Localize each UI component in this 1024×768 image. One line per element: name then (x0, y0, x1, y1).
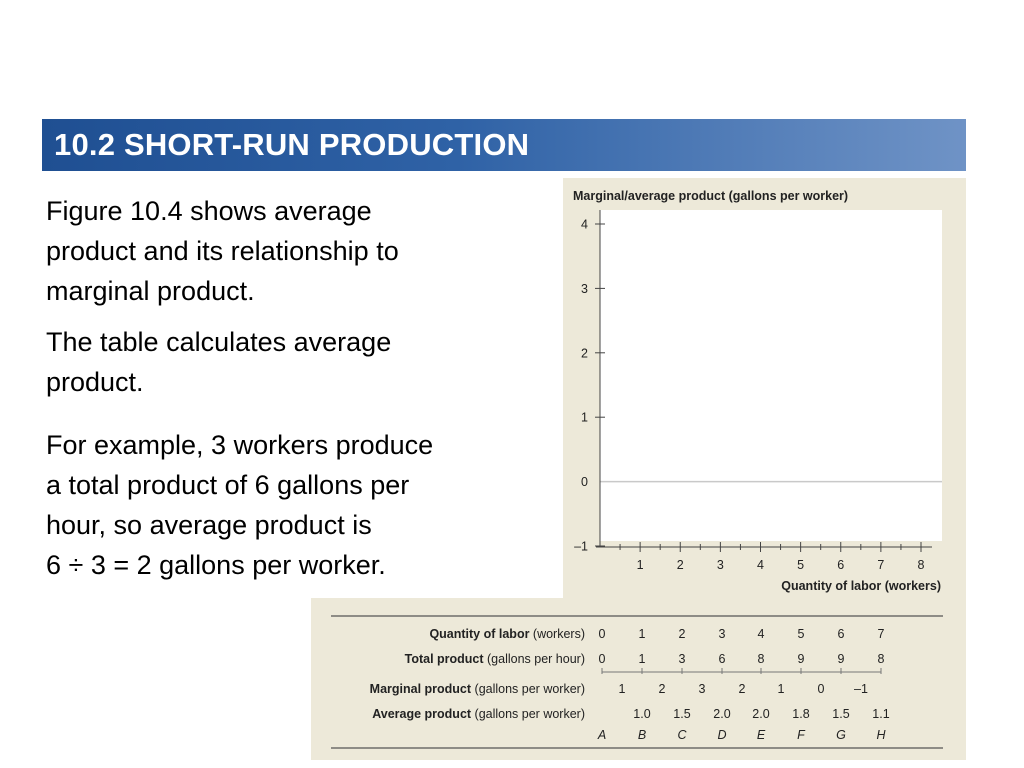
table-cell: 0 (598, 652, 606, 666)
table-cell: 1.1 (872, 707, 890, 721)
table-cell: 3 (718, 627, 726, 641)
table-cell: 0 (598, 627, 606, 641)
table-cell: 1.5 (673, 707, 691, 721)
plot-area (600, 210, 942, 541)
text-line: 6 ÷ 3 = 2 gallons per worker. (46, 550, 386, 580)
table-cell: 3 (698, 682, 706, 696)
text-line: marginal product. (46, 276, 255, 306)
x-tick-label: 2 (676, 558, 684, 572)
table-cell: 4 (757, 627, 765, 641)
y-tick-label: –1 (574, 539, 588, 554)
table-cell: 1 (618, 682, 626, 696)
y-tick-label: 2 (581, 346, 588, 361)
table-cell: 6 (718, 652, 726, 666)
chart-y-axis-label: Marginal/average product (gallons per worker) (573, 189, 849, 203)
table-cell: 1 (638, 627, 646, 641)
slide-title: 10.2 SHORT-RUN PRODUCTION (54, 127, 530, 162)
table-point-letter: B (637, 728, 647, 742)
x-tick-label: 7 (877, 558, 885, 572)
text-line: For example, 3 workers produce (46, 430, 434, 460)
table-point-letter: C (677, 728, 687, 742)
table-row-label: Total product (gallons per hour) (404, 652, 585, 666)
y-tick-label: 0 (581, 475, 588, 490)
table-cell: 1.5 (832, 707, 850, 721)
text-line: hour, so average product is (46, 510, 372, 540)
product-table (311, 598, 966, 760)
table-cell: 7 (877, 627, 885, 641)
table-cell: 9 (837, 652, 845, 666)
table-cell: 8 (757, 652, 765, 666)
table-cell: 2 (678, 627, 686, 641)
paragraph-table-description (46, 322, 546, 402)
table-cell: –1 (854, 682, 868, 696)
table-cell: 8 (877, 652, 885, 666)
figure-panel (563, 178, 966, 598)
x-tick-label: 8 (917, 558, 925, 572)
chart-x-axis-label: Quantity of labor (workers) (781, 579, 941, 593)
table-row-label: Marginal product (gallons per worker) (369, 682, 585, 696)
table-cell: 1.0 (633, 707, 651, 721)
table-cell: 1 (638, 652, 646, 666)
text-line: Figure 10.4 shows average (46, 196, 372, 226)
table-point-letter: F (797, 728, 805, 742)
table-cell: 0 (817, 682, 825, 696)
x-tick-label: 1 (636, 558, 644, 572)
paragraph-example (46, 425, 546, 585)
table-row-label: Average product (gallons per worker) (372, 707, 585, 721)
table-cell: 2.0 (713, 707, 731, 721)
table-cell: 1.8 (792, 707, 810, 721)
table-cell: 2 (738, 682, 746, 696)
table-cell: 9 (797, 652, 805, 666)
table-point-letter: D (717, 728, 727, 742)
table-point-letter: G (836, 728, 846, 742)
table-cell: 2.0 (752, 707, 770, 721)
paragraph-figure-description (46, 191, 546, 311)
table-point-letter: H (876, 728, 886, 742)
slide-title-bar (42, 119, 966, 171)
x-tick-label: 4 (757, 558, 764, 572)
table-cell: 3 (678, 652, 686, 666)
product-chart (563, 178, 966, 598)
text-line: product. (46, 367, 144, 397)
text-line: a total product of 6 gallons per (46, 470, 410, 500)
y-tick-label: 1 (581, 410, 588, 425)
table-cell: 5 (797, 627, 805, 641)
table-cell: 1 (777, 682, 785, 696)
table-cell: 6 (837, 627, 845, 641)
text-line: product and its relationship to (46, 236, 399, 266)
table-cell: 2 (658, 682, 666, 696)
y-tick-label: 3 (581, 281, 588, 296)
x-tick-label: 5 (797, 558, 805, 572)
y-tick-label: 4 (581, 217, 588, 232)
table-panel (311, 598, 966, 760)
x-tick-label: 3 (716, 558, 724, 572)
table-point-letter: A (597, 728, 607, 742)
x-tick-label: 6 (837, 558, 845, 572)
table-row-label: Quantity of labor (workers) (429, 627, 585, 641)
text-line: The table calculates average (46, 327, 392, 357)
table-point-letter: E (756, 728, 766, 742)
